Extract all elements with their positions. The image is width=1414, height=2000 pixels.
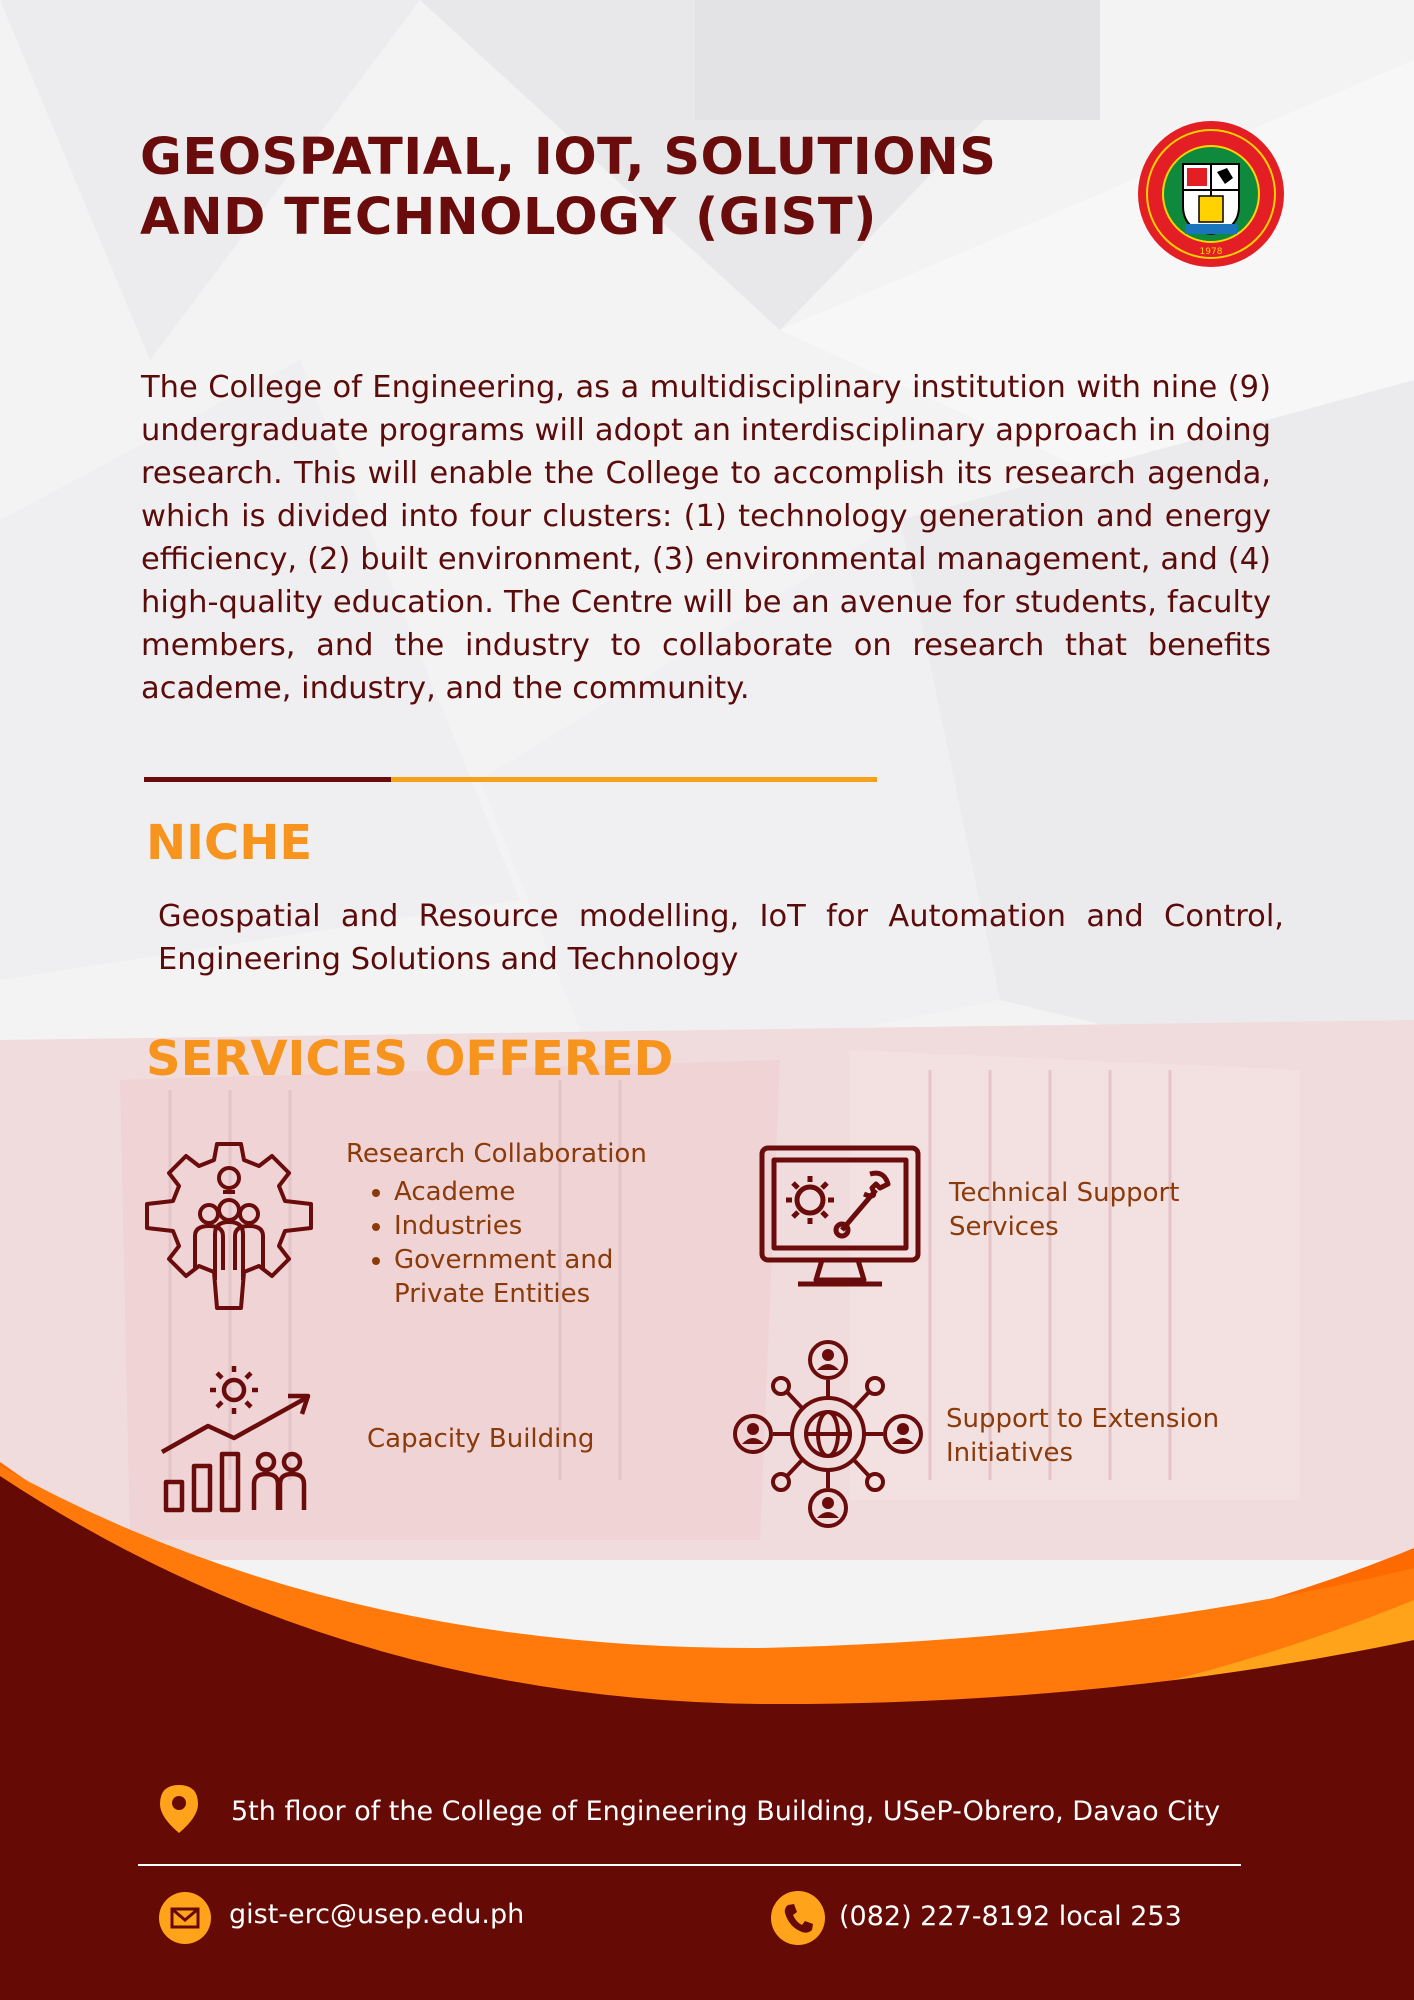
service-capacity-building: Capacity Building — [367, 1424, 595, 1454]
niche-text: Geospatial and Resource modelling, IoT for Automation and Control, Engineering Solutions and Technology — [158, 899, 1284, 977]
footer-divider — [138, 1864, 1241, 1866]
niche-heading: NICHE — [146, 815, 313, 871]
title-line-2: AND TECHNOLOGY (GIST) — [140, 188, 877, 247]
divider-dark — [144, 777, 391, 782]
footer-phone[interactable]: (082) 227-8192 local 253 — [839, 1901, 1182, 1932]
list-item: • Industries — [394, 1209, 694, 1243]
service-research-collaboration: Research Collaboration — [346, 1139, 647, 1169]
footer-background — [0, 1440, 1414, 2000]
services-heading: SERVICES OFFERED — [146, 1031, 674, 1087]
research-collaboration-list — [366, 1175, 694, 1311]
footer-address: 5th floor of the College of Engineering Building, USeP-Obrero, Davao City — [231, 1796, 1221, 1827]
technical-support-icon — [758, 1144, 922, 1294]
service-technical-support — [949, 1176, 1179, 1244]
intro-paragraph: The College of Engineering, as a multidisciplinary institution with nine (9) undergraduate programs will adopt an interdisciplinary approach in doing research. This will enable the College to accomplish its research agenda, which is divided into four clusters: (1) technology generation and energy efficiency, (2) built environment, (3) environmental management, and (4) high-quality education. The Centre will be an avenue for students, faculty members, and the industry to collaborate on research that benefits academe, industry, and the community. — [141, 370, 1271, 706]
extension-line-2: Initiatives — [946, 1438, 1074, 1468]
footer-email[interactable]: gist-erc@usep.edu.ph — [229, 1899, 525, 1930]
seal-year: 1978 — [1199, 247, 1223, 257]
location-pin-icon — [158, 1783, 200, 1835]
list-item: • Government and Private Entities — [394, 1243, 694, 1311]
divider-orange — [391, 777, 877, 782]
mail-icon — [159, 1892, 211, 1944]
extension-line-1: Support to Extension — [946, 1404, 1220, 1434]
university-seal-icon — [1137, 120, 1285, 268]
page-title — [140, 128, 1080, 248]
technical-support-line-1: Technical Support — [949, 1178, 1180, 1208]
title-line-1: GEOSPATIAL, IOT, SOLUTIONS — [140, 128, 997, 187]
phone-icon — [771, 1891, 825, 1945]
technical-support-line-2: Services — [949, 1212, 1059, 1242]
list-item: • Academe — [394, 1175, 694, 1209]
research-collaboration-icon — [143, 1140, 315, 1312]
